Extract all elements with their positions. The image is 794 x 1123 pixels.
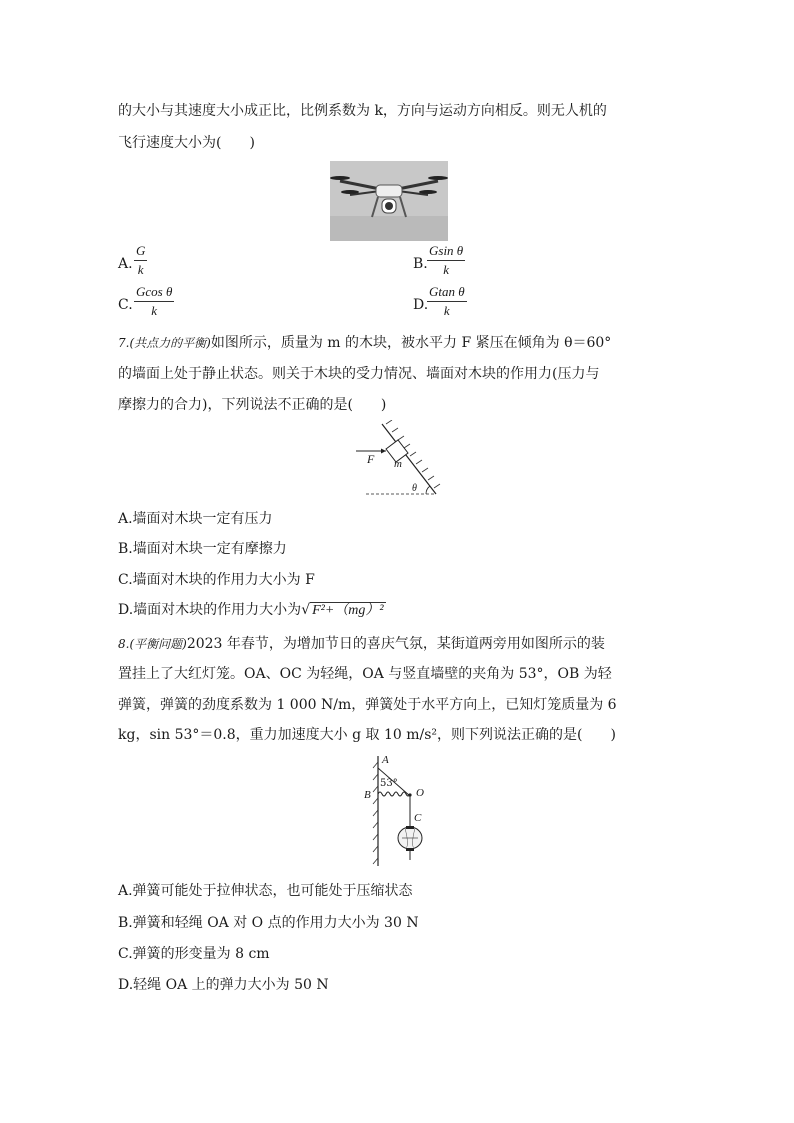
lantern-spring-diagram bbox=[360, 754, 440, 868]
q7-line-2: 的墙面上处于静止状态。则关于木块的受力情况、墙面对木块的作用力(压力与 bbox=[118, 366, 600, 382]
option-b-fraction bbox=[427, 243, 465, 278]
point-C-label: C bbox=[414, 812, 422, 824]
option-a-numerator: G bbox=[134, 243, 147, 261]
q6-text-line-1: 的大小与其速度大小成正比，比例系数为 k，方向与运动方向相反。则无人机的 bbox=[118, 103, 607, 119]
q6-text-line-2: 飞行速度大小为( ) bbox=[118, 135, 255, 151]
option-d-denominator: k bbox=[443, 303, 450, 318]
option-d-numerator: Gtan θ bbox=[427, 284, 467, 302]
q7-topic-tag: 7.(共点力的平衡) bbox=[118, 336, 211, 350]
force-F-label: F bbox=[367, 452, 375, 466]
point-O-label: O bbox=[416, 787, 424, 799]
option-c-denominator: k bbox=[151, 303, 158, 318]
q7-line-3: 摩擦力的合力)，下列说法不正确的是( ) bbox=[118, 397, 387, 413]
q7-option-c: C.墙面对木块的作用力大小为 F bbox=[118, 572, 315, 588]
sqrt-expression bbox=[301, 600, 385, 621]
option-a-denominator: k bbox=[137, 262, 144, 277]
q7-option-d bbox=[118, 600, 386, 621]
q7-option-d-text: D.墙面对木块的作用力大小为 bbox=[118, 602, 302, 618]
theta-label: θ bbox=[412, 483, 417, 494]
q8-line-1 bbox=[118, 634, 605, 654]
angle-53-label: 53° bbox=[380, 778, 398, 789]
q7-line-1 bbox=[118, 333, 611, 353]
option-d-label: D. bbox=[413, 297, 429, 313]
q8-option-b: B.弹簧和轻绳 OA 对 O 点的作用力大小为 30 N bbox=[118, 915, 419, 931]
sqrt-radicand: F²+（mg）² bbox=[312, 603, 384, 618]
q7-option-b: B.墙面对木块一定有摩擦力 bbox=[118, 541, 287, 557]
drone-photo bbox=[330, 161, 448, 241]
option-b-label: B. bbox=[413, 256, 428, 272]
drone-icon bbox=[330, 161, 448, 241]
point-A-label: A bbox=[382, 754, 389, 766]
option-c-label: C. bbox=[118, 297, 133, 313]
option-c-numerator: Gcos θ bbox=[134, 284, 174, 302]
q8-lantern-figure bbox=[360, 754, 440, 868]
sqrt-symbol: √ bbox=[301, 602, 311, 618]
q7-option-a: A.墙面对木块一定有压力 bbox=[118, 511, 273, 527]
option-a-label: A. bbox=[118, 256, 133, 272]
q7-incline-figure bbox=[352, 420, 444, 498]
option-b-denominator: k bbox=[443, 262, 449, 277]
option-c-fraction bbox=[134, 284, 174, 319]
q8-option-a: A.弹簧可能处于拉伸状态，也可能处于压缩状态 bbox=[118, 883, 413, 899]
option-b-numerator: Gsin θ bbox=[427, 243, 465, 261]
q8-line-1-text: 2023 年春节，为增加节日的喜庆气氛，某街道两旁用如图所示的装 bbox=[186, 636, 605, 652]
q8-line-4: kg，sin 53°＝0.8，重力加速度大小 g 取 10 m/s²，则下列说法正确的是( ) bbox=[118, 727, 616, 743]
mass-m-label: m bbox=[394, 458, 402, 470]
q8-line-2: 置挂上了大红灯笼。OA、OC 为轻绳，OA 与竖直墙壁的夹角为 53°，OB 为轻 bbox=[118, 666, 612, 682]
option-d-fraction bbox=[427, 284, 467, 319]
q8-option-c: C.弹簧的形变量为 8 cm bbox=[118, 946, 270, 962]
q7-line-1-text: 如图所示，质量为 m 的木块，被水平力 F 紧压在倾角为 θ＝60° bbox=[210, 335, 612, 351]
point-B-label: B bbox=[364, 789, 371, 801]
q8-topic-tag: 8.(平衡问题) bbox=[118, 637, 187, 651]
q8-line-3: 弹簧，弹簧的劲度系数为 1 000 N/m，弹簧处于水平方向上，已知灯笼质量为 6 bbox=[118, 697, 617, 713]
q8-option-d: D.轻绳 OA 上的弹力大小为 50 N bbox=[118, 977, 329, 993]
option-a-fraction bbox=[134, 243, 147, 278]
